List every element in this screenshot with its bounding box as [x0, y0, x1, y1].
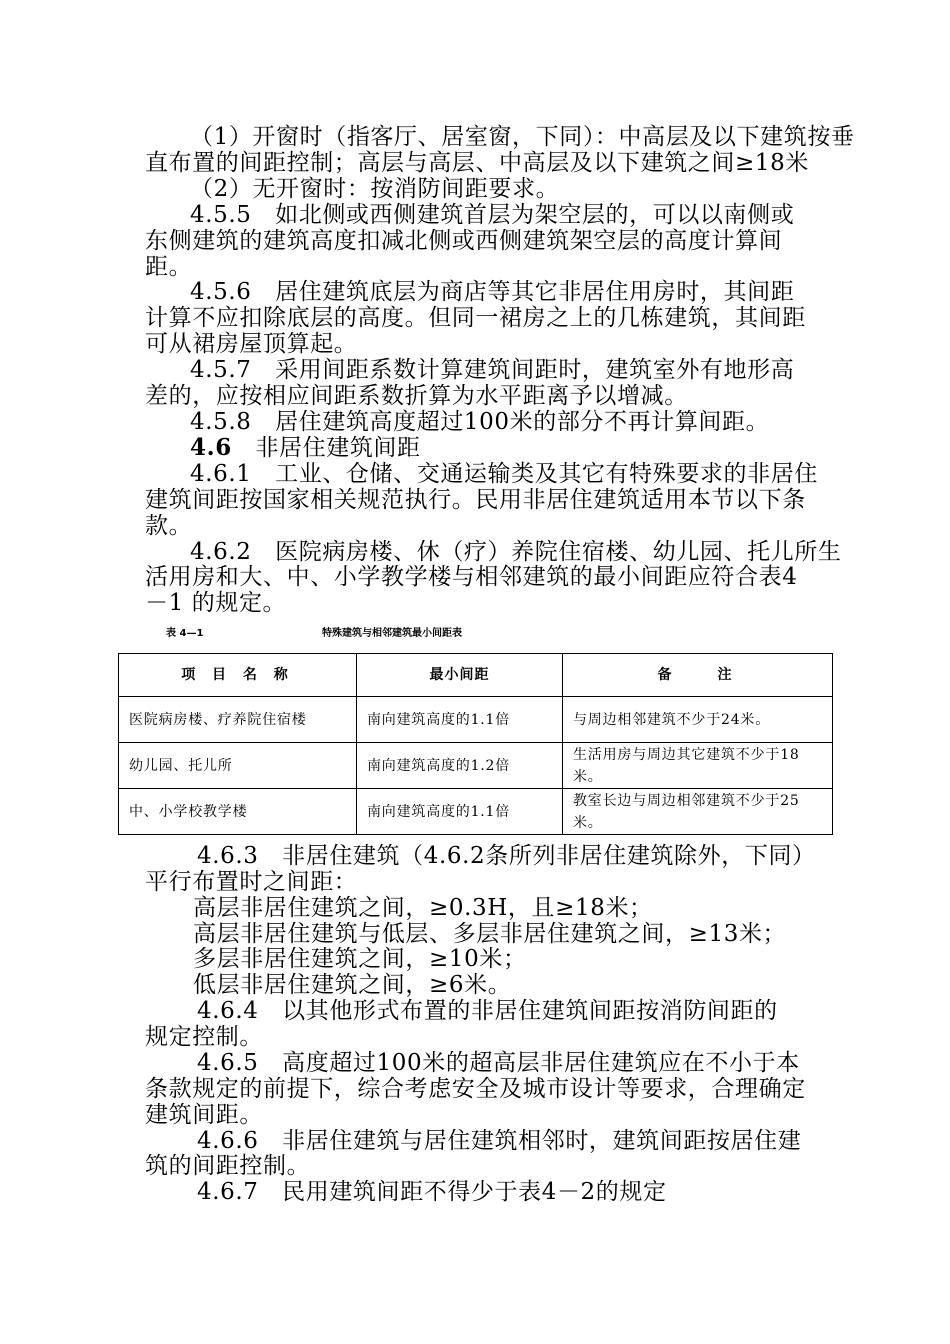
- paragraph-line: 4.6.7 民用建筑间距不得少于表4－2的规定: [197, 1179, 667, 1205]
- paragraph-line: 4.5.8 居住建筑高度超过100米的部分不再计算间距。: [190, 409, 770, 435]
- paragraph-line: 计算不应扣除底层的高度。但同一裙房之上的几栋建筑，其间距: [145, 305, 806, 331]
- list-item: 多层非居住建筑之间，≥10米；: [193, 946, 527, 972]
- paragraph-line: 4.5.7 采用间距系数计算建筑间距时，建筑室外有地形高: [190, 357, 795, 383]
- table-row: [119, 697, 833, 743]
- paragraph-line: 4.6.6 非居住建筑与居住建筑相邻时，建筑间距按居住建: [197, 1128, 802, 1154]
- paragraph-line: 可从裙房屋顶算起。: [145, 331, 358, 357]
- section-title: 非居住建筑间距: [255, 435, 421, 461]
- table-cell: 医院病房楼、疗养院住宿楼: [119, 697, 357, 743]
- paragraph-line: （1）开窗时（指客厅、居室窗，下同）：中高层及以下建筑按垂: [190, 124, 855, 150]
- paragraph-line: 活用房和大、中、小学教学楼与相邻建筑的最小间距应符合表4: [145, 564, 798, 590]
- paragraph-line: 4.6.2 医院病房楼、休（疗）养院住宿楼、幼儿园、托儿所生: [190, 539, 842, 565]
- table-title: 特殊建筑与相邻建筑最小间距表: [322, 628, 462, 639]
- paragraph-line: 4.6.1 工业、仓储、交通运输类及其它有特殊要求的非居住: [190, 461, 818, 487]
- table-row: [119, 789, 833, 835]
- column-header: 项 目 名 称: [119, 654, 357, 697]
- table-cell: 生活用房与周边其它建筑不少于18米。: [563, 743, 833, 789]
- paragraph-line: （2）无开窗时：按消防间距要求。: [190, 176, 560, 202]
- paragraph-line: 筑的间距控制。: [145, 1153, 311, 1179]
- paragraph-line: 4.6.5 高度超过100米的超高层非居住建筑应在不小于本: [197, 1050, 800, 1076]
- table-cell: 南向建筑高度的1.1倍: [357, 697, 563, 743]
- section-heading: [190, 435, 860, 461]
- table-cell: 南向建筑高度的1.2倍: [357, 743, 563, 789]
- paragraph-line: －1 的规定。: [145, 590, 287, 616]
- column-header: 最小间距: [357, 654, 563, 697]
- paragraph-line: 距。: [145, 254, 193, 280]
- paragraph-line: 4.5.5 如北侧或西侧建筑首层为架空层的，可以以南侧或: [190, 202, 795, 228]
- column-header: 备 注: [563, 654, 833, 697]
- list-item: 低层非居住建筑之间，≥6米。: [193, 972, 512, 998]
- paragraph-line: 款。: [145, 513, 193, 539]
- paragraph-line: 建筑间距。: [145, 1102, 263, 1128]
- paragraph-line: 4.6.3 非居住建筑（4.6.2条所列非居住建筑除外，下同）: [197, 843, 816, 869]
- table-cell: 中、小学校教学楼: [119, 789, 357, 835]
- table-row: [119, 743, 833, 789]
- paragraph-line: 东侧建筑的建筑高度扣减北侧或西侧建筑架空层的高度计算间: [145, 228, 783, 254]
- table-cell: 幼儿园、托儿所: [119, 743, 357, 789]
- list-item: 高层非居住建筑之间，≥0.3H，且≥18米；: [193, 895, 653, 921]
- paragraph-line: 4.6.4 以其他形式布置的非居住建筑间距按消防间距的: [197, 998, 778, 1024]
- table-header-row: [119, 654, 833, 697]
- paragraph-line: 条款规定的前提下，综合考虑安全及城市设计等要求，合理确定: [145, 1076, 806, 1102]
- table-label: 表 4—1: [166, 628, 204, 639]
- paragraph-line: 差的，应按相应间距系数折算为水平距离予以增减。: [145, 383, 688, 409]
- section-number: 4.6: [190, 434, 232, 461]
- table-cell: 与周边相邻建筑不少于24米。: [563, 697, 833, 743]
- table-cell: 南向建筑高度的1.1倍: [357, 789, 563, 835]
- paragraph-line: 平行布置时之间距：: [145, 869, 358, 895]
- table-cell: 教室长边与周边相邻建筑不少于25米。: [563, 789, 833, 835]
- paragraph-line: 直布置的间距控制；高层与高层、中高层及以下建筑之间≥18米: [145, 150, 809, 176]
- paragraph-line: 规定控制。: [145, 1024, 263, 1050]
- distance-table: [118, 653, 833, 835]
- paragraph-line: 4.5.6 居住建筑底层为商店等其它非居住用房时，其间距: [190, 279, 795, 305]
- paragraph-line: 建筑间距按国家相关规范执行。民用非居住建筑适用本节以下条: [145, 487, 806, 513]
- list-item: 高层非居住建筑与低层、多层非居住建筑之间，≥13米；: [193, 921, 787, 947]
